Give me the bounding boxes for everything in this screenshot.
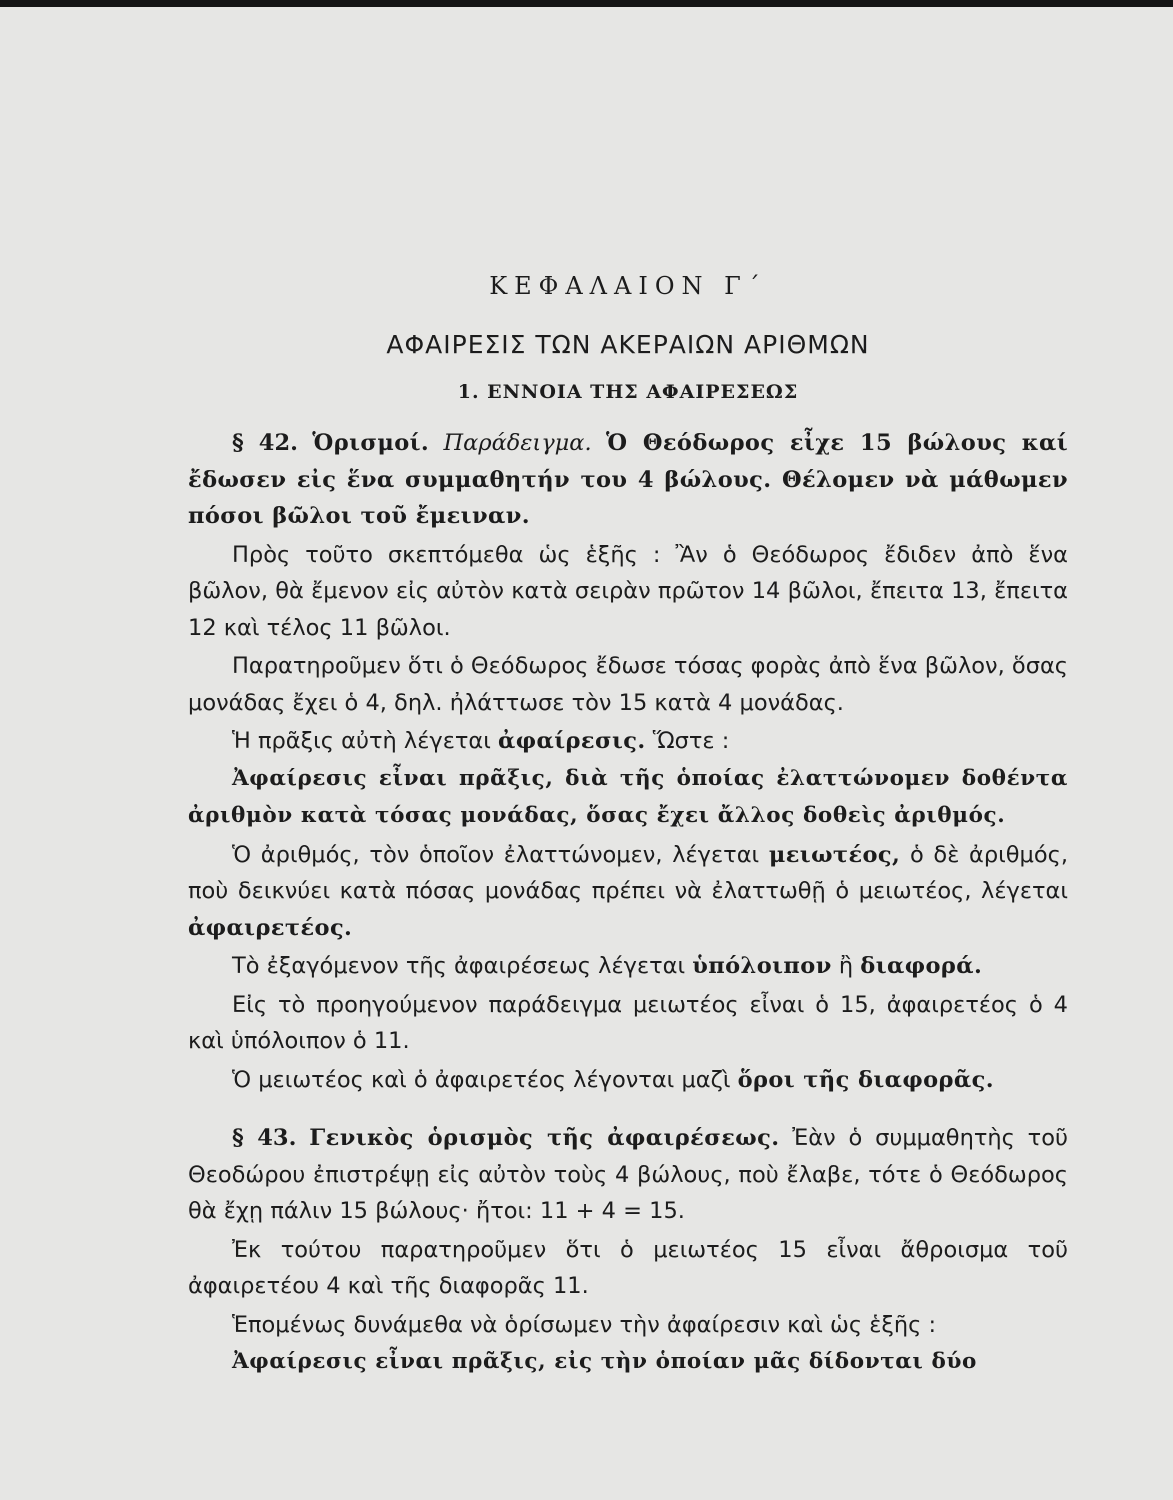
p7-pre: Ὁ μειωτέος καὶ ὁ ἀφαιρετέος λέγονται μαζὶ [232, 1066, 731, 1093]
paragraph-42-intro [188, 425, 1068, 535]
definition-42 [188, 760, 1068, 835]
paragraph-42-p2: Παρατηροῦμεν ὅτι ὁ Θεόδωρος ἔδωσε τόσας φορὰς ἀπὸ ἕνα βῶλον, ὅσας μονάδας ἔχει ὁ 4, δηλ. ἠλάττωσε τὸν 15 κατὰ 4 μονάδας. [188, 653, 1068, 716]
paragraph-42-p7 [188, 1062, 1068, 1099]
scan-top-edge [0, 0, 1173, 7]
example-label: Παράδειγμα. [443, 430, 592, 456]
p5-mid: ἢ [838, 953, 854, 979]
p4-mid: ὁ δὲ ἀριθμός, ποὺ δεικνύει κατὰ πόσας μονάδας πρέπει νὰ ἐλαττωθῇ ὁ μειωτέος, λέγεται [188, 841, 1068, 904]
p4-pre: Ὁ ἀριθμός, τὸν ὁποῖον ἐλαττώνομεν, λέγεται [232, 841, 760, 868]
paragraph-43-p1 [188, 1120, 1068, 1230]
definition-43-text: Ἀφαίρεσις εἶναι πρᾶξις, εἰς τὴν ὁποίαν μᾶς δίδονται δύο [232, 1349, 977, 1374]
term-afairesis: ἀφαίρεσις. [498, 728, 646, 754]
section-title-42: Ὁρισμοί. [312, 430, 430, 456]
p43-text: Ἐὰν ὁ συμμαθητὴς τοῦ Θεοδώρου ἐπιστρέψῃ εἰς αὐτὸν τοὺς 4 βώλους, ποὺ ἔλαβε, τότε ὁ Θεόδωρος θὰ ἔχῃ πάλιν 15 βώλους· ἤτοι: [188, 1125, 1068, 1224]
paragraph-42-p5 [188, 948, 1068, 985]
p5-pre: Τὸ ἐξαγόμενον τῆς ἀφαιρέσεως λέγεται [232, 953, 686, 979]
p3-text: Ἡ πρᾶξις αὐτὴ λέγεται [232, 728, 491, 754]
book-page [188, 272, 1068, 1381]
p3-post: Ὥστε : [652, 728, 730, 754]
paragraph-43-p2: Ἐκ τούτου παρατηροῦμεν ὅτι ὁ μειωτέος 15 εἶναι ἄθροισμα τοῦ ἀφαιρετέου 4 καὶ τῆς διαφορᾶς 11. [188, 1236, 1068, 1299]
definition-42-text: Ἀφαίρεσις εἶναι πρᾶξις, διὰ τῆς ὁποίας ἐλαττώνομεν δοθέντα ἀριθμὸν κατὰ τόσας μονάδας, ὅσας ἔχει ἄλλος δοθεὶς ἀριθμός. [188, 765, 1068, 828]
term-ypoloipon: ὑπόλοιπον [692, 953, 832, 979]
paragraph-42-p1: Πρὸς τοῦτο σκεπτόμεθα ὡς ἑξῆς : Ἂν ὁ Θεόδωρος ἔδιδεν ἀπὸ ἕνα βῶλον, θὰ ἔμενον εἰς αὐτὸν κατὰ σειρὰν πρῶτον 14 βῶλοι, ἔπειτα 13, ἔπειτα 12 καὶ τέλος 11 βῶλοι. [188, 541, 1068, 641]
paragraph-42-p4 [188, 837, 1068, 947]
section-number-42: § 42. [232, 430, 298, 456]
definition-43 [188, 1343, 1068, 1381]
term-meioteos: μειωτέος, [768, 841, 901, 868]
term-oroi-diaforas: ὅροι τῆς διαφορᾶς. [737, 1066, 994, 1093]
section-number-43: § 43. [232, 1125, 297, 1151]
chapter-label: ΚΕΦΑΛΑΙΟΝ Γ΄ [489, 272, 767, 300]
paragraph-42-p3 [188, 723, 1068, 760]
term-diafora: διαφορά. [860, 953, 983, 979]
section-title-43: Γενικὸς ὁρισμὸς τῆς ἀφαιρέσεως. [309, 1125, 780, 1151]
term-afaireteos: ἀφαιρετέος. [188, 914, 353, 941]
paragraph-42-p6: Εἰς τὸ προηγούμενον παράδειγμα μειωτέος εἶναι ὁ 15, ἀφαιρετέος ὁ 4 καὶ ὑπόλοιπον ὁ 11. [188, 991, 1068, 1054]
paragraph-43-p3: Ἑπομένως δυνάμεθα νὰ ὁρίσωμεν τὴν ἀφαίρεσιν καὶ ὡς ἑξῆς : [232, 1311, 937, 1338]
chapter-title: ΑΦΑΙΡΕΣΙΣ ΤΩΝ ΑΚΕΡΑΙΩΝ ΑΡΙΘΜΩΝ [386, 330, 870, 359]
example-text: Ὁ Θεόδωρος εἶχε 15 βώλους καί ἔδωσεν εἰς ἕνα συμμαθητήν του 4 βώλους. Θέλομεν νὰ μάθωμεν πόσοι βῶλοι τοῦ ἔμειναν. [188, 430, 1069, 529]
section-heading: 1. ΕΝΝΟΙΑ ΤΗΣ ΑΦΑΙΡΕΣΕΩΣ [457, 381, 799, 403]
equation: 11 + 4 = 15. [539, 1198, 685, 1224]
